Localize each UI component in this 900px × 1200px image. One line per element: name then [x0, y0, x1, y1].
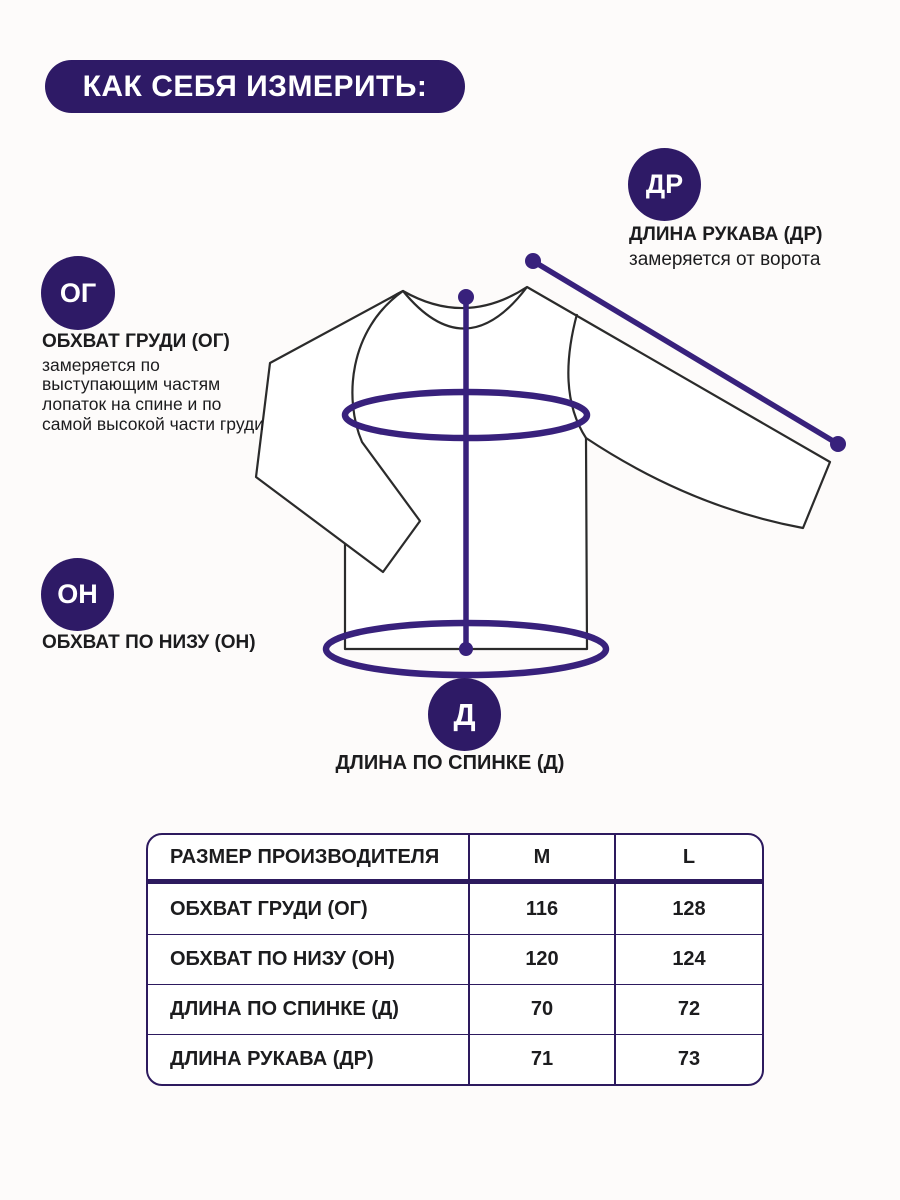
row-back-length-l: 72 — [677, 998, 701, 1020]
hem-title: ОБХВАТ ПО НИЗУ (ОН) — [42, 632, 256, 653]
size-table-header-m: M — [470, 835, 616, 879]
sleeve-length-badge — [628, 148, 701, 221]
row-sleeve-length-m: 71 — [470, 1035, 616, 1084]
back-length-badge-label: Д — [453, 696, 476, 732]
table-row-chest — [148, 884, 762, 934]
row-chest-label: ОБХВАТ ГРУДИ (ОГ) — [148, 884, 470, 934]
torso-and-right-sleeve-outline — [344, 287, 830, 649]
page-title: КАК СЕБЯ ИЗМЕРИТЬ: — [82, 69, 428, 103]
row-chest-l: 128 — [672, 897, 706, 920]
row-chest-m: 116 — [470, 884, 616, 934]
table-row-back-length — [148, 984, 762, 1034]
row-back-length-label: ДЛИНА ПО СПИНКЕ (Д) — [148, 985, 470, 1034]
table-row-hem — [148, 934, 762, 984]
row-sleeve-length-l: 73 — [677, 1048, 701, 1070]
back-length-top-dot — [458, 289, 474, 305]
row-hem-l: 124 — [672, 948, 706, 970]
back-length-title: ДЛИНА ПО СПИНКЕ (Д) — [335, 752, 565, 774]
sleeve-length-subtitle: замеряется от ворота — [629, 248, 821, 270]
size-table — [146, 833, 764, 1086]
hem-badge-label: ОН — [57, 579, 98, 609]
sleeve-length-annotation — [629, 224, 822, 270]
chest-badge — [41, 256, 115, 330]
back-length-annotation — [0, 752, 900, 775]
sleeve-length-badge-label: ДР — [645, 169, 684, 199]
back-length-badge — [428, 678, 501, 751]
hem-annotation — [42, 632, 256, 654]
sleeve-length-end-dot — [830, 436, 846, 452]
sleeve-length-title: ДЛИНА РУКАВА (ДР) — [629, 224, 823, 245]
row-back-length-m: 70 — [470, 985, 616, 1034]
size-table-header-l: L — [682, 845, 696, 868]
hem-badge — [41, 558, 114, 631]
table-row-sleeve-length — [148, 1034, 762, 1084]
chest-title: ОБХВАТ ГРУДИ (ОГ) — [42, 331, 230, 352]
row-hem-m: 120 — [470, 935, 616, 984]
sleeve-length-start-dot — [525, 253, 541, 269]
back-length-bottom-dot — [459, 642, 473, 656]
size-table-header-row — [148, 835, 762, 879]
row-hem-label: ОБХВАТ ПО НИЗУ (ОН) — [148, 935, 470, 984]
size-table-header-label: РАЗМЕР ПРОИЗВОДИТЕЛЯ — [148, 835, 470, 879]
chest-subtitle: замеряется по выступающим частям лопаток на спине и по самой высокой части груди — [42, 354, 264, 434]
row-sleeve-length-label: ДЛИНА РУКАВА (ДР) — [148, 1035, 470, 1084]
chest-badge-label: ОГ — [59, 277, 97, 308]
chest-annotation — [42, 331, 264, 434]
